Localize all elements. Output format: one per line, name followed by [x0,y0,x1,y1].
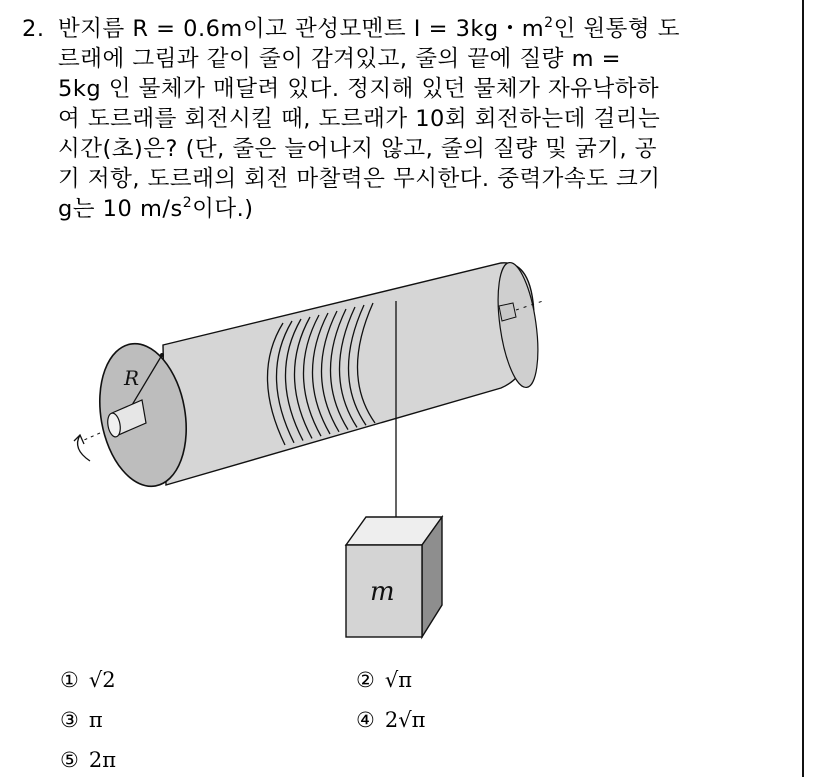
superscript: 2 [182,195,193,211]
choice-4-value: 2√π [384,708,426,732]
choice-3-marker: ③ [60,708,79,732]
question-line: 여 도르래를 회전시킬 때, 도르래가 10회 회전하는데 걸리는 [58,106,661,132]
question-line: 기 저항, 도르래의 회전 마찰력은 무시한다. 중력가속도 크기 [58,166,661,192]
choice-5[interactable] [60,748,116,772]
superscript: 2 [544,15,554,31]
choice-2[interactable] [356,668,412,692]
question-number: 2. [22,16,45,42]
choice-1-marker: ① [60,668,79,692]
choice-5-marker: ⑤ [60,748,79,772]
page-border-line [802,0,804,777]
choice-2-value: √π [384,668,413,692]
choice-3[interactable] [60,708,103,732]
choice-2-marker: ② [356,668,375,692]
radius-label: R [124,366,140,390]
question-line: 반지름 R = 0.6m이고 관성모멘트 I = 3kg・$m^2$인 원통형 도 [58,15,681,42]
choice-1[interactable] [60,668,116,692]
question-line: 시간(초)은? (단, 줄은 늘어나지 않고, 줄의 질량 및 굵기, 공 [58,136,658,162]
question-line: g는 10 $m/s^2$이다.) [58,195,254,222]
choice-4-marker: ④ [356,708,375,732]
choice-3-value: π [88,708,103,732]
mass-label: m [370,577,395,607]
choice-1-value: √2 [88,668,116,692]
question-line: 르래에 그림과 같이 줄이 감겨있고, 줄의 끝에 질량 m = [58,46,621,72]
choice-5-value: 2π [88,748,116,772]
choice-4[interactable] [356,708,425,732]
pulley-figure [66,255,566,645]
rotation-arrow-icon [78,435,90,461]
question-line: 5kg 인 물체가 매달려 있다. 정지해 있던 물체가 자유낙하하 [58,76,660,102]
